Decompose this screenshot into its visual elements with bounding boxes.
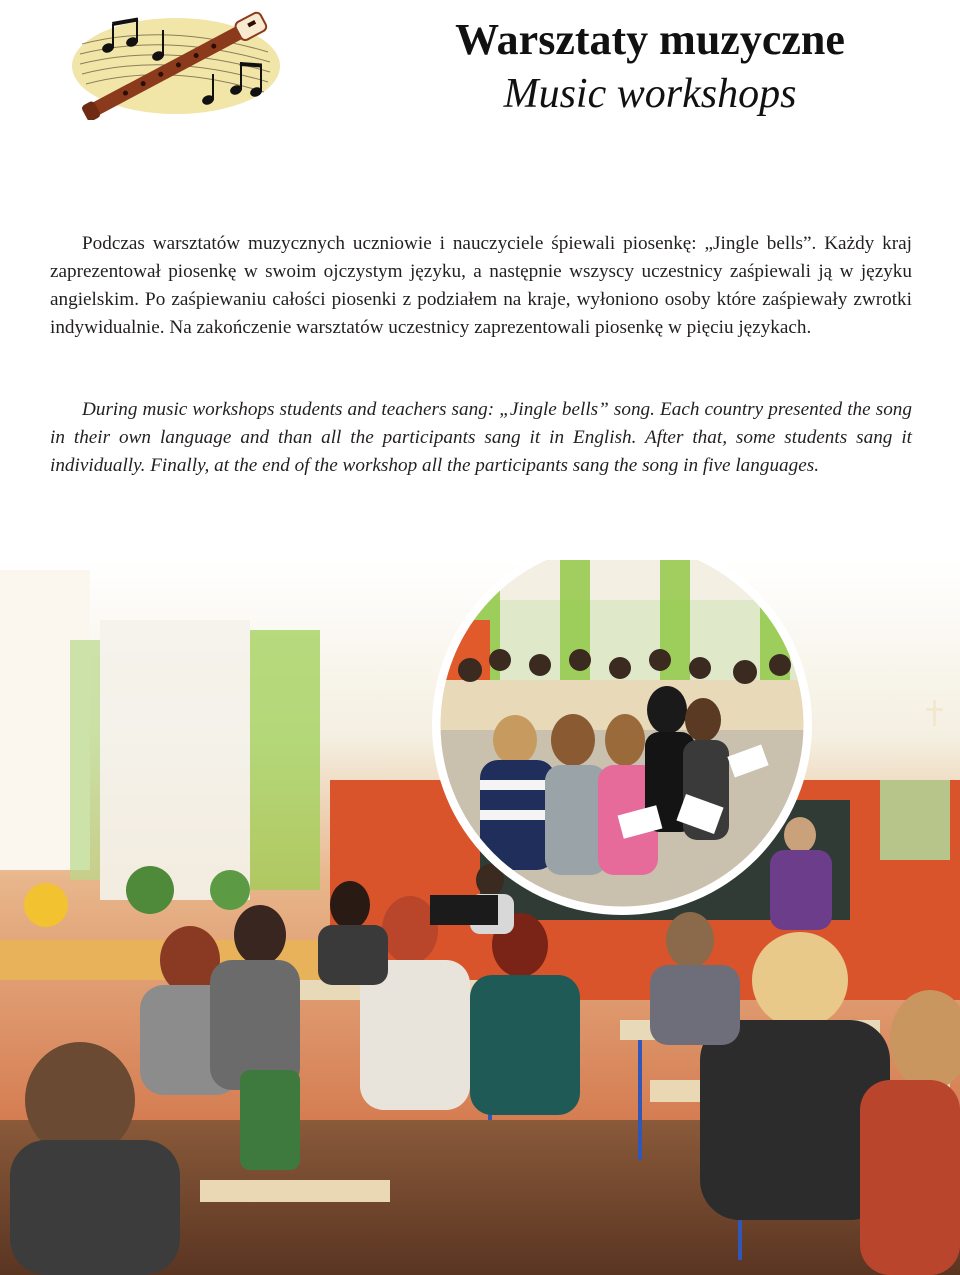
recorder-music-notes-icon <box>58 4 288 120</box>
page-title-block <box>370 14 930 122</box>
classroom-workshop-photo <box>0 560 960 1275</box>
polish-paragraph <box>50 230 912 342</box>
polish-paragraph-text: Podczas warsztatów muzycznych uczniowie i nauczyciele śpiewali piosenkę: „Jingle bells”. Każdy kraj zaprezentował piosenkę w swoim ojczystym języku, a następnie wszyscy uczestnicy zaśpiewali ją w języku angielskim. Po zaśpiewaniu całości piosenki z podziałem na kraje, wyłoniono osoby które zaśpiewały zwrotki indywidualnie. Na zakończenie warsztatów uczestnicy zaprezentowali piosenkę w pięciu językach. <box>50 233 912 338</box>
english-paragraph <box>50 396 912 480</box>
page-title: Warsztaty muzyczne <box>455 15 845 64</box>
english-paragraph-text: During music workshops students and teachers sang: „Jingle bells” song. Each country presented the song in their own language and than all the participants sang it in English. After that, some students sang it individually. Finally, at the end of the workshop all the participants sang the song in five languages. <box>50 399 912 476</box>
page-subtitle: Music workshops <box>503 71 797 117</box>
